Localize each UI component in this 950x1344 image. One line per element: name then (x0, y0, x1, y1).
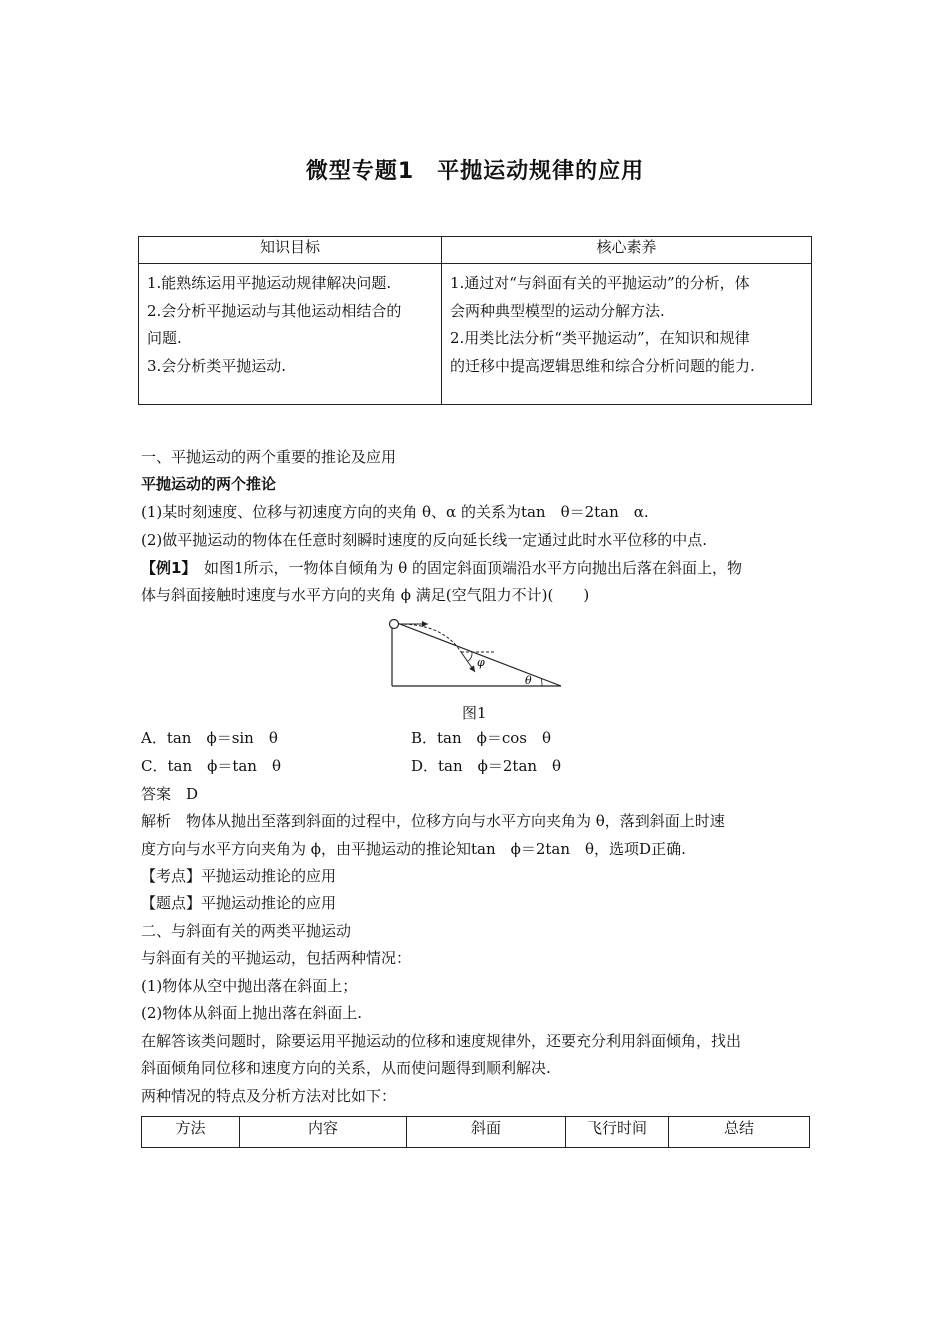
comparison-table (141, 1116, 810, 1148)
section2-heading: 二、与斜面有关的两类平抛运动 (141, 922, 352, 940)
example-text-1: 如图1所示，一物体自倾角为 θ 的固定斜面顶端沿水平方向抛出后落在斜面上，物 (188, 559, 743, 577)
incline-slope (392, 621, 561, 686)
incline-figure (388, 614, 564, 690)
landing-velocity-arrow (461, 652, 475, 672)
core-line: 2.用类比法分析“类平抛运动”，在知识和规律 (450, 329, 750, 347)
phi-arc (468, 652, 472, 661)
core-line: 会两种典型模型的运动分解方法. (450, 301, 665, 320)
section2-line: 斜面倾角同位移和速度方向的关系，从而使问题得到顺利解决. (141, 1059, 551, 1077)
option-c: C．tan ϕ＝tan θ (141, 757, 281, 775)
section1-subheading: 平抛运动的两个推论 (141, 475, 277, 493)
option-a: A．tan ϕ＝sin θ (141, 729, 278, 747)
compare-header-summary: 总结 (669, 1117, 810, 1148)
inference-2: (2)做平抛运动的物体在任意时刻瞬时速度的反向延长线一定通过此时水平位移的中点. (141, 531, 708, 549)
answer: 答案 D (141, 785, 199, 803)
section2-line: (2)物体从斜面上抛出落在斜面上. (141, 1004, 363, 1022)
section2-line: 两种情况的特点及分析方法对比如下： (141, 1087, 397, 1105)
section2-line: 与斜面有关的平抛运动，包括两种情况： (141, 949, 412, 967)
option-b: B．tan ϕ＝cos θ (411, 729, 552, 747)
compare-header-slope: 斜面 (407, 1117, 566, 1148)
figure-caption: 图1 (462, 704, 487, 722)
knowledge-line: 3.会分析类平抛运动. (147, 356, 287, 375)
example-line-1 (141, 558, 742, 578)
compare-header-flight-time: 飞行时间 (566, 1117, 669, 1148)
goals-header-core: 核心素养 (442, 237, 812, 264)
example-text-2: 体与斜面接触时速度与水平方向的夹角 ϕ 满足(空气阻力不计)( ) (141, 586, 590, 604)
theta-label: θ (525, 674, 532, 687)
knowledge-line: 1.能熟练运用平抛运动规律解决问题. (147, 274, 392, 292)
kaodian: 【考点】平抛运动推论的应用 (141, 867, 337, 885)
analysis-line-1: 解析 物体从抛出至落到斜面的过程中，位移方向与水平方向夹角为 θ，落到斜面上时速 (141, 812, 725, 830)
goals-table (138, 236, 812, 405)
compare-header-content: 内容 (240, 1117, 407, 1148)
knowledge-line: 2.会分析平抛运动与其他运动相结合的 (147, 301, 402, 320)
compare-header-method: 方法 (142, 1117, 240, 1148)
tidian: 【题点】平抛运动推论的应用 (141, 894, 337, 912)
example-tag: 【例1】 (141, 559, 189, 577)
phi-label: φ (477, 656, 485, 669)
ball (390, 620, 399, 629)
analysis-line-2: 度方向与水平方向夹角为 ϕ，由平抛运动的推论知tan ϕ＝2tan θ，选项D正确. (141, 840, 686, 858)
trajectory-path (399, 624, 461, 652)
goals-header-knowledge: 知识目标 (139, 237, 442, 264)
goals-knowledge-cell (139, 264, 442, 405)
section1-heading: 一、平抛运动的两个重要的推论及应用 (141, 448, 397, 466)
inference-1: (1)某时刻速度、位移与初速度方向的夹角 θ、α 的关系为tan θ＝2tan α. (141, 503, 649, 521)
page-title: 微型专题1 平抛运动规律的应用 (305, 159, 645, 184)
knowledge-line: 问题. (147, 329, 182, 347)
section2-line: 在解答该类问题时，除要运用平抛运动的位移和速度规律外，还要充分利用斜面倾角，找出 (141, 1032, 742, 1050)
section2-line: (1)物体从空中抛出落在斜面上； (141, 977, 358, 995)
core-line: 的迁移中提高逻辑思维和综合分析问题的能力. (450, 356, 755, 375)
option-d: D．tan ϕ＝2tan θ (411, 757, 562, 775)
goals-core-cell (442, 264, 812, 405)
core-line: 1.通过对“与斜面有关的平抛运动”的分析，体 (450, 274, 750, 292)
